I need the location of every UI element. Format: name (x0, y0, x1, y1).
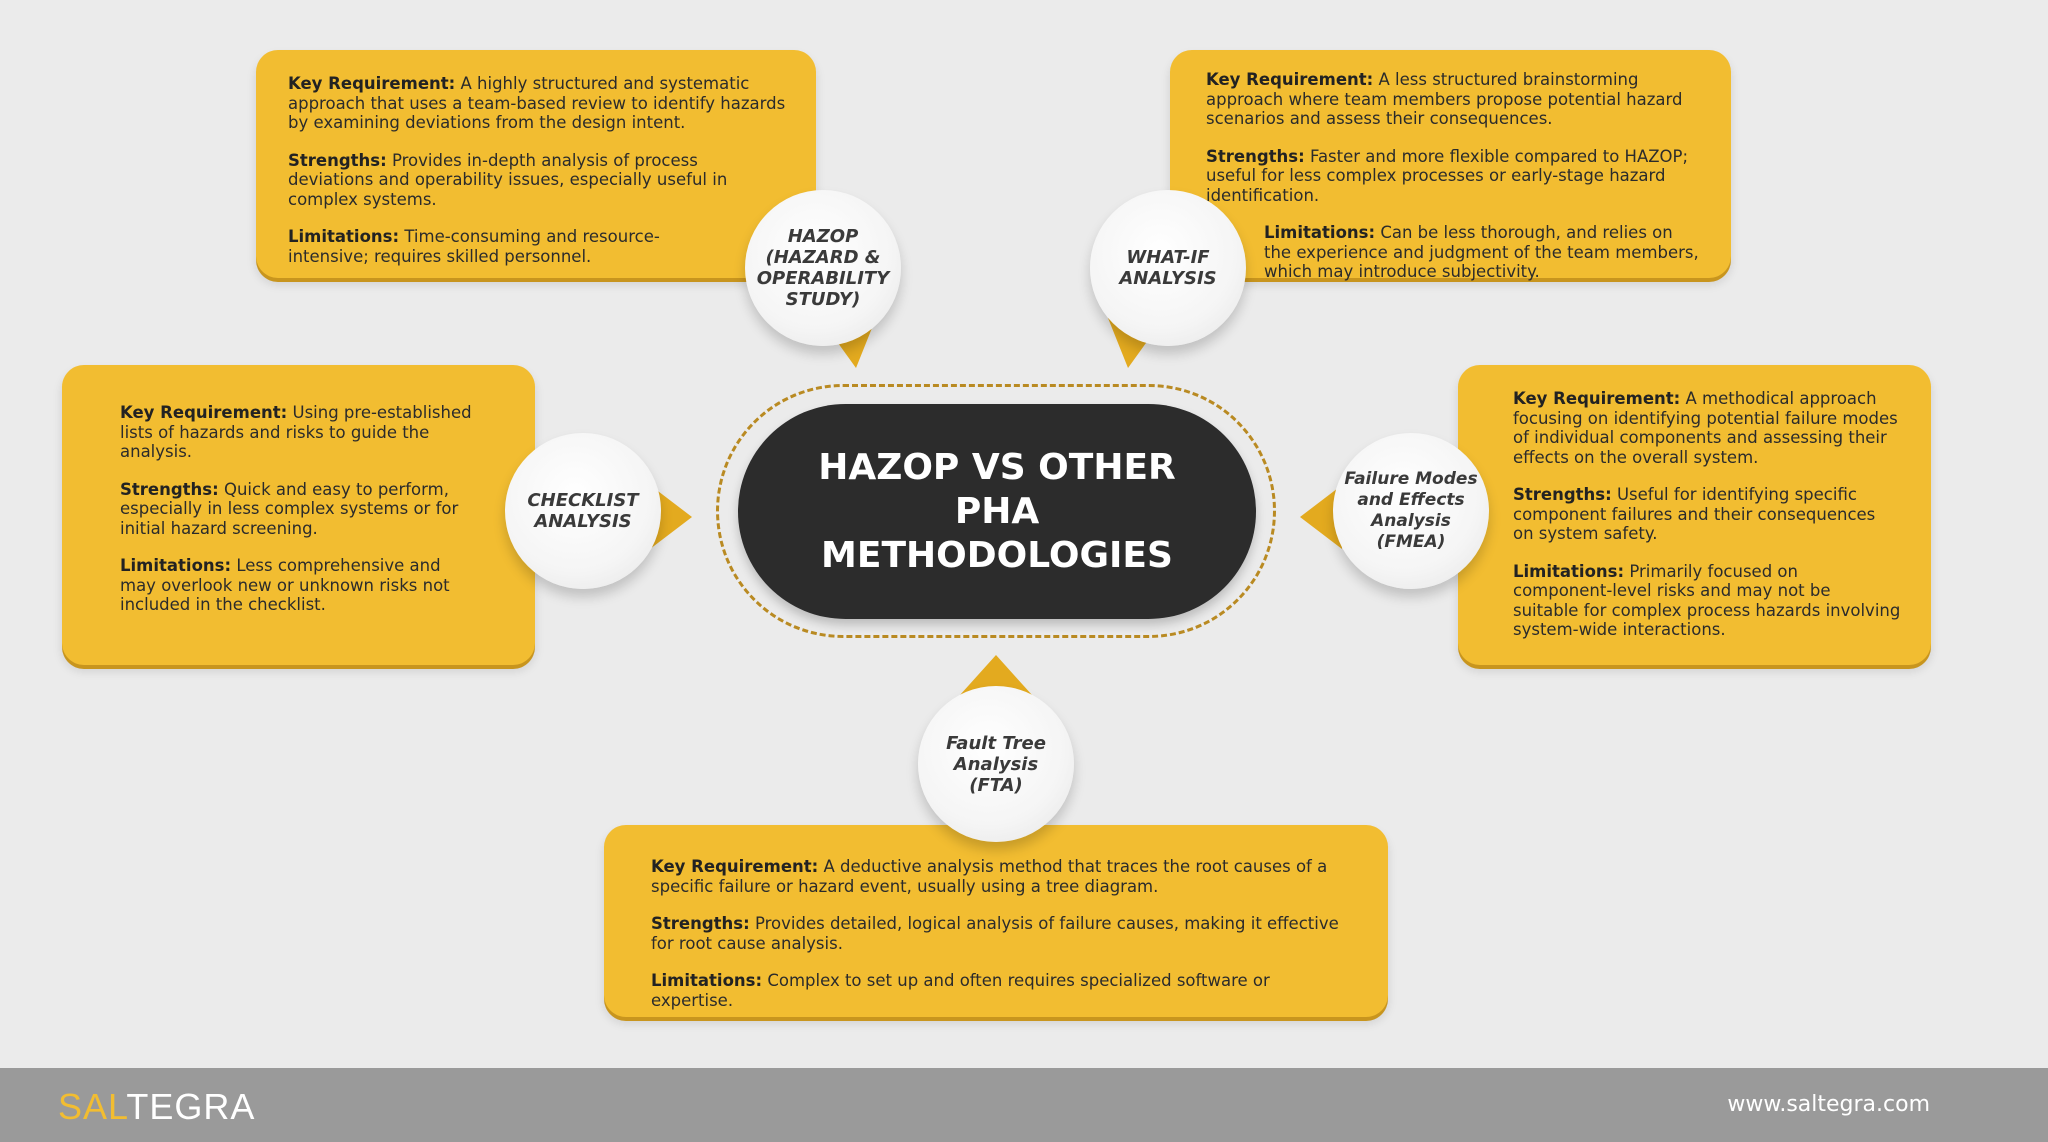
key-requirement-label: Key Requirement: (120, 403, 288, 422)
hazop-limitations-text: Time-consuming and resource-intensive; requires skilled personnel. (288, 227, 660, 266)
checklist-strengths-text: Quick and easy to perform, especially in less complex systems or for initial hazard screening. (120, 479, 459, 538)
hazop-strengths-text: Provides in-depth analysis of process deviations and operability issues, especially useful in complex systems. (288, 150, 728, 209)
fta-strengths-text: Provides detailed, logical analysis of failure causes, making it effective for root cause analysis. (651, 914, 1339, 953)
limitations-label: Limitations: (1513, 561, 1625, 581)
key-requirement-label: Key Requirement: (288, 74, 456, 93)
fta-bubble: Fault Tree Analysis (FTA) (918, 686, 1074, 842)
fmea-card (1458, 365, 1931, 665)
fta-limitations-text: Complex to set up and often requires specialized software or expertise. (651, 971, 1270, 1010)
limitations-label: Limitations: (1264, 223, 1376, 242)
saltegra-logo (58, 1086, 255, 1128)
checklist-bubble: CHECKLIST ANALYSIS (505, 433, 661, 589)
logo-part-tegra: TEGRA (126, 1086, 256, 1127)
limitations-label: Limitations: (120, 556, 232, 575)
whatif-bubble: WHAT-IF ANALYSIS (1090, 190, 1246, 346)
fmea-key-text: A methodical approach focusing on identifying potential failure modes of individual components and assessing their effects on the overall system. (1513, 389, 1898, 467)
whatif-limitations-text: Can be less thorough, and relies on the experience and judgment of the team members, which may introduce subjectivity. (1264, 223, 1699, 281)
whatif-strengths-text: Faster and more flexible compared to HAZOP; useful for less complex processes or early-stage hazard identification. (1206, 146, 1689, 205)
website-link[interactable]: www.saltegra.com (1727, 1092, 1930, 1117)
limitations-label: Limitations: (651, 971, 763, 990)
strengths-label: Strengths: (1206, 146, 1305, 166)
strengths-label: Strengths: (651, 914, 750, 933)
key-requirement-label: Key Requirement: (1513, 389, 1681, 408)
hazop-bubble: HAZOP (HAZARD & OPERABILITY STUDY) (745, 190, 901, 346)
title-text: HAZOP VS OTHER PHA METHODOLOGIES (818, 446, 1176, 576)
fmea-bubble: Failure Modes and Effects Analysis (FMEA) (1333, 433, 1489, 589)
whatif-card (1170, 50, 1731, 281)
strengths-label: Strengths: (120, 479, 219, 499)
hazop-key-text: A highly structured and systematic approach that uses a team-based review to identify hazards by examining deviations from the design intent. (288, 74, 786, 132)
strengths-label: Strengths: (1513, 485, 1612, 504)
key-requirement-label: Key Requirement: (1206, 70, 1374, 89)
limitations-label: Limitations: (288, 227, 400, 246)
whatif-key-text: A less structured brainstorming approach where team members propose potential hazard scenarios and assess their consequences. (1206, 70, 1683, 128)
key-requirement-label: Key Requirement: (651, 857, 819, 876)
checklist-card (62, 365, 535, 665)
fta-key-text: A deductive analysis method that traces the root causes of a specific failure or hazard event, usually using a tree diagram. (651, 857, 1328, 896)
fta-card (604, 825, 1388, 1017)
strengths-label: Strengths: (288, 150, 387, 170)
page-title (738, 404, 1256, 619)
fmea-strengths-text: Useful for identifying specific component failures and their consequences on system safety. (1513, 485, 1876, 543)
checklist-limitations-text: Less comprehensive and may overlook new or unknown risks not included in the checklist. (120, 556, 450, 614)
footer-bar (0, 1068, 2048, 1142)
checklist-key-text: Using pre-established lists of hazards and risks to guide the analysis. (120, 403, 472, 461)
hazop-card (256, 50, 816, 278)
logo-part-sal: SAL (58, 1086, 127, 1127)
fmea-limitations-text: Primarily focused on component-level risks and may not be suitable for complex process hazards involving system-wide interactions. (1513, 561, 1901, 639)
